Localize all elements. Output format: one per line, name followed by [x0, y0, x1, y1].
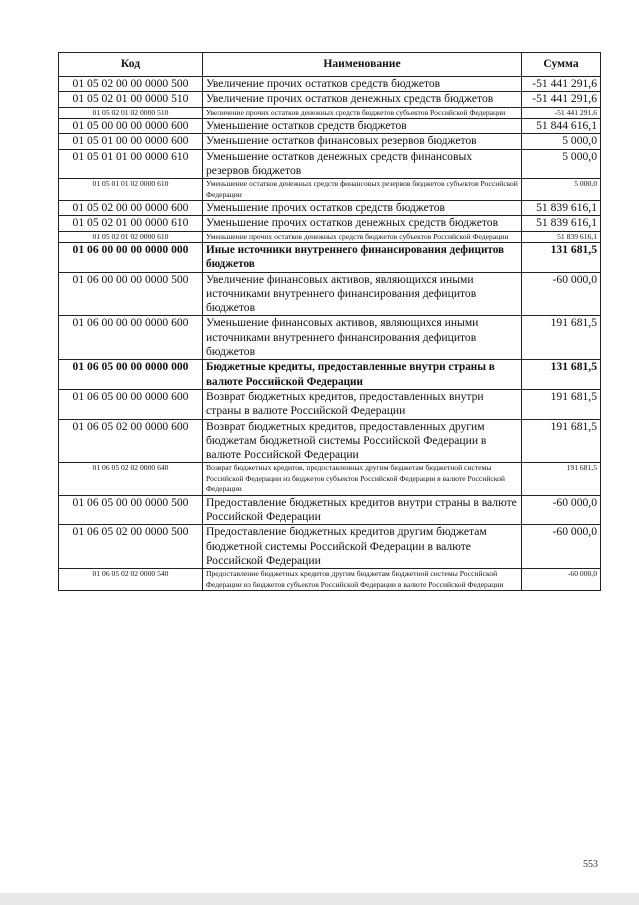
row-sum: 131 681,5	[522, 360, 601, 390]
row-sum: 51 844 616,1	[522, 119, 601, 134]
row-code: 01 05 02 01 02 0000 510	[59, 107, 203, 118]
row-code: 01 06 05 00 00 0000 600	[59, 389, 203, 419]
row-sum: -60 000,0	[522, 495, 601, 525]
page-number: 553	[583, 859, 598, 870]
row-sum: -60 000,0	[522, 525, 601, 569]
row-name: Уменьшение остатков денежных средств финансовых резервов бюджетов	[203, 149, 522, 179]
row-code: 01 06 00 00 00 0000 500	[59, 272, 203, 316]
row-name: Возврат бюджетных кредитов, предоставленных внутри страны в валюте Российской Федерации	[203, 389, 522, 419]
header-sum: Сумма	[522, 53, 601, 77]
row-name: Увеличение прочих остатков денежных средств бюджетов	[203, 92, 522, 107]
row-sum: 131 681,5	[522, 243, 601, 273]
table-row	[59, 272, 601, 316]
row-sum: 51 839 616,1	[522, 201, 601, 216]
table-row	[59, 77, 601, 92]
row-name: Увеличение прочих остатков денежных средств бюджетов субъектов Российской Федерации	[203, 107, 522, 118]
table-row	[59, 389, 601, 419]
row-sum: -60 000,0	[522, 272, 601, 316]
row-sum: 191 681,5	[522, 463, 601, 495]
row-code: 01 05 02 01 00 0000 610	[59, 216, 203, 231]
table-row	[59, 316, 601, 360]
table-row	[59, 216, 601, 231]
table-row	[59, 360, 601, 390]
row-name: Уменьшение прочих остатков денежных средств бюджетов	[203, 216, 522, 231]
row-code: 01 06 00 00 00 0000 000	[59, 243, 203, 273]
row-name: Бюджетные кредиты, предоставленные внутри страны в валюте Российской Федерации	[203, 360, 522, 390]
row-code: 01 05 00 00 00 0000 600	[59, 119, 203, 134]
table-row	[59, 92, 601, 107]
row-code: 01 05 02 00 00 0000 500	[59, 77, 203, 92]
row-sum: 191 681,5	[522, 316, 601, 360]
header-code: Код	[59, 53, 203, 77]
row-code: 01 06 05 00 00 0000 500	[59, 495, 203, 525]
table-row	[59, 134, 601, 149]
table-row	[59, 179, 601, 201]
row-code: 01 06 05 00 00 0000 000	[59, 360, 203, 390]
row-sum: 51 839 616,1	[522, 216, 601, 231]
row-sum: -51 441 291,6	[522, 107, 601, 118]
row-sum: 191 681,5	[522, 419, 601, 463]
row-sum: 5 000,0	[522, 134, 601, 149]
table-row	[59, 419, 601, 463]
row-code: 01 06 05 02 00 0000 600	[59, 419, 203, 463]
table-row	[59, 243, 601, 273]
row-sum: -60 000,0	[522, 569, 601, 591]
row-code: 01 06 00 00 00 0000 600	[59, 316, 203, 360]
row-sum: 191 681,5	[522, 389, 601, 419]
row-name: Уменьшение остатков средств бюджетов	[203, 119, 522, 134]
row-sum: -51 441 291,6	[522, 77, 601, 92]
row-code: 01 05 02 01 00 0000 510	[59, 92, 203, 107]
row-name: Уменьшение прочих остатков средств бюджетов	[203, 201, 522, 216]
row-name: Уменьшение остатков финансовых резервов бюджетов	[203, 134, 522, 149]
row-code: 01 05 01 01 00 0000 610	[59, 149, 203, 179]
table-row	[59, 463, 601, 495]
row-name: Возврат бюджетных кредитов, предоставленных другим бюджетам бюджетной системы Российской Федерации из бюджетов субъектов Российской Федерации в валюте Российской Федерации	[203, 463, 522, 495]
table-row	[59, 495, 601, 525]
row-code: 01 06 05 02 00 0000 500	[59, 525, 203, 569]
row-sum: 51 839 616,1	[522, 231, 601, 242]
row-code: 01 05 02 00 00 0000 600	[59, 201, 203, 216]
table-row	[59, 201, 601, 216]
row-name: Увеличение финансовых активов, являющихся иными источниками внутреннего финансирования дефицитов бюджетов	[203, 272, 522, 316]
row-name: Уменьшение финансовых активов, являющихся иными источниками внутреннего финансирования дефицитов бюджетов	[203, 316, 522, 360]
row-code: 01 05 02 01 02 0000 610	[59, 231, 203, 242]
row-sum: 5 000,0	[522, 149, 601, 179]
row-name: Предоставление бюджетных кредитов другим бюджетам бюджетной системы Российской Федерации из бюджетов субъектов Российской Федерации в валюте Российской Федерации	[203, 569, 522, 591]
table-row	[59, 119, 601, 134]
header-name: Наименование	[203, 53, 522, 77]
budget-sources-table	[58, 52, 601, 591]
scan-bottom-edge	[0, 893, 639, 905]
row-code: 01 06 05 02 02 0000 640	[59, 463, 203, 495]
row-name: Возврат бюджетных кредитов, предоставленных другим бюджетам бюджетной системы Российской Федерации в валюте Российской Федерации	[203, 419, 522, 463]
table-row	[59, 107, 601, 118]
row-name: Уменьшение прочих остатков денежных средств бюджетов субъектов Российской Федерации	[203, 231, 522, 242]
row-name: Предоставление бюджетных кредитов другим бюджетам бюджетной системы Российской Федерации в валюте Российской Федерации	[203, 525, 522, 569]
row-name: Увеличение прочих остатков средств бюджетов	[203, 77, 522, 92]
row-code: 01 06 05 02 02 0000 540	[59, 569, 203, 591]
row-name: Предоставление бюджетных кредитов внутри страны в валюте Российской Федерации	[203, 495, 522, 525]
row-name: Уменьшение остатков денежных средств финансовых резервов бюджетов субъектов Российской Федерации	[203, 179, 522, 201]
row-code: 01 05 01 01 02 0000 610	[59, 179, 203, 201]
table-row	[59, 569, 601, 591]
table-body	[59, 77, 601, 591]
table-row	[59, 231, 601, 242]
row-sum: 5 000,0	[522, 179, 601, 201]
table-header-row	[59, 53, 601, 77]
table-row	[59, 525, 601, 569]
row-name: Иные источники внутреннего финансирования дефицитов бюджетов	[203, 243, 522, 273]
table-row	[59, 149, 601, 179]
row-code: 01 05 01 00 00 0000 600	[59, 134, 203, 149]
row-sum: -51 441 291,6	[522, 92, 601, 107]
